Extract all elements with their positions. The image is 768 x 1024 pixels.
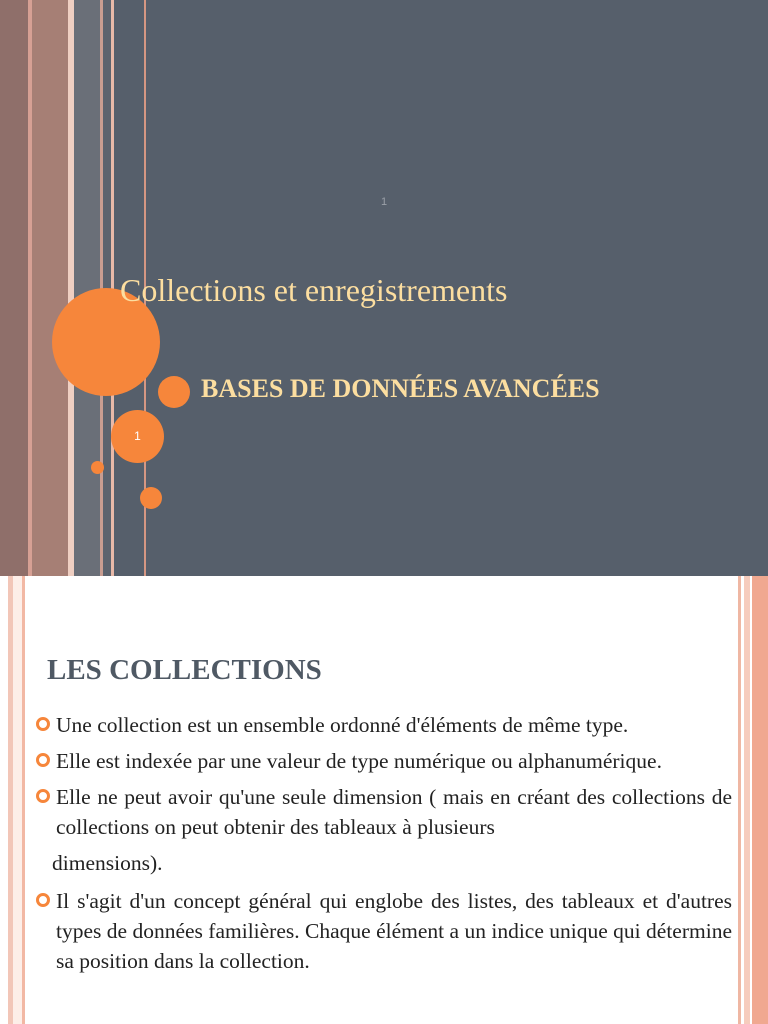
list-item-text: Elle ne peut avoir qu'une seule dimension ( mais en créant des collections de collections on peut obtenir des tableaux à plusieurs — [56, 785, 732, 839]
decorative-stripe — [0, 0, 28, 576]
list-item — [36, 886, 732, 976]
bullet-ring-icon — [36, 753, 50, 767]
list-item — [36, 782, 732, 842]
decorative-stripe — [752, 576, 768, 1024]
slide-title: Collections et enregistrements — [120, 272, 508, 308]
decorative-circle — [158, 376, 190, 408]
bullet-ring-icon — [36, 789, 50, 803]
bullet-ring-icon — [36, 893, 50, 907]
decorative-stripe — [13, 576, 22, 1024]
bullet-list — [36, 710, 732, 982]
slide-subtitle: BASES DE DONNÉES AVANCÉES — [201, 374, 600, 403]
page-number: 1 — [380, 196, 388, 208]
list-item-text: Une collection est un ensemble ordonné d'éléments de même type. — [56, 713, 629, 737]
list-item — [36, 710, 732, 740]
decorative-circle — [91, 461, 104, 474]
content-slide — [0, 576, 768, 1024]
list-item — [36, 746, 732, 776]
list-item-text: Il s'agit d'un concept général qui englobe des listes, des tableaux et d'autres types de données familières. Chaque élément a un indice unique qui détermine sa position dans la collection. — [56, 889, 732, 973]
list-item-text: Elle est indexée par une valeur de type numérique ou alphanumérique. — [56, 749, 662, 773]
section-title: LES COLLECTIONS — [47, 654, 322, 686]
decorative-stripe — [32, 0, 68, 576]
decorative-circle — [140, 487, 162, 509]
decorative-stripe — [22, 576, 25, 1024]
list-item-continuation: dimensions). — [52, 851, 163, 875]
slide-number-circle: 1 — [111, 410, 164, 463]
bullet-ring-icon — [36, 717, 50, 731]
